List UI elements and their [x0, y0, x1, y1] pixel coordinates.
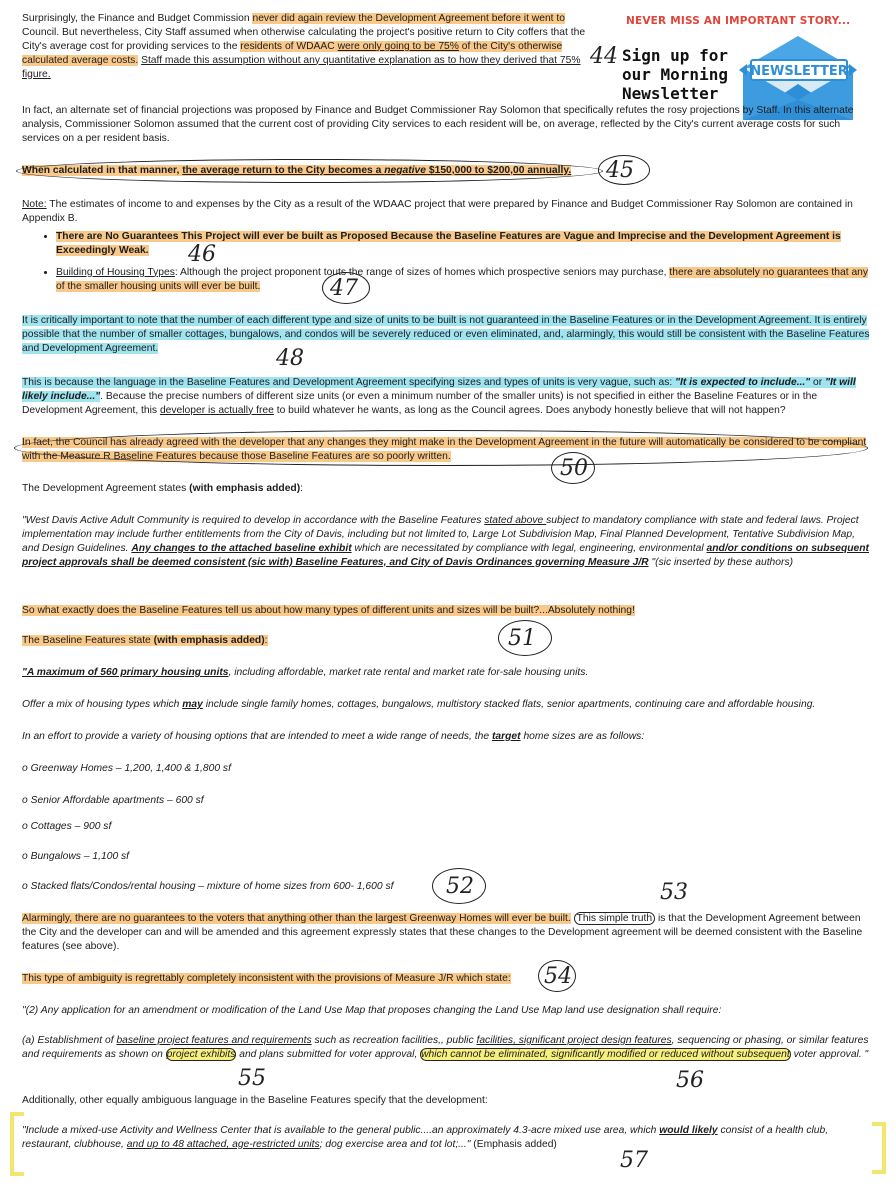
p11-emphasis: may	[182, 699, 203, 710]
p13-text: is that the Development Agreement between the City and the developer can and will be amended and this agreement expressly states that these changes to the Development agreement will be deemed consistent with the Baseline features (see above).	[22, 913, 863, 952]
p3-underlined: the average return to the City becomes a	[182, 165, 385, 176]
quote2-text-b: consist of a health club, restaurant, clubhouse,	[22, 1125, 829, 1150]
bullet-1-text: There are No Guarantees This Project will ever be built as Proposed Because the Baseline Features are Vague and Imprecise and the Development Agreement is Exceedingly Weak.	[56, 231, 841, 256]
p7-text: The Development Agreement states	[22, 483, 190, 494]
paragraph-agreement-states	[22, 482, 872, 496]
p9-bold: (with emphasis added)	[153, 635, 265, 646]
annotation-52: 52	[446, 874, 474, 899]
p5-underlined: developer is actually free	[159, 404, 274, 416]
paragraph-finance-commission	[22, 12, 596, 81]
annotation-circle	[598, 155, 650, 185]
p1-highlight-2: residents of WDAAC	[240, 40, 338, 52]
p1-highlight-1: never did again review the Development Agreement before it went to	[252, 13, 565, 24]
p14-highlight: This type of ambiguity is regrettably completely inconsistent with the provisions of Measure J/R which state:	[22, 973, 511, 984]
note-label: Note:	[22, 199, 47, 210]
p3-negative: negative	[384, 165, 426, 176]
quote2-text-a: "Include a mixed-use Activity and Wellness Center that is available to the general public....an approximately 4.3-acre mixed use area, which	[22, 1125, 660, 1136]
list-item: o Greenway Homes – 1,200, 1,400 & 1,800 sf	[22, 763, 231, 774]
p16-text-c: , sequencing or phasing, or similar features and requirements as shown on	[22, 1035, 869, 1060]
p16-text-d: and plans submitted for voter approval,	[236, 1048, 421, 1060]
p11-text-a: Offer a mix of housing types which	[22, 699, 183, 710]
list-item: o Stacked flats/Condos/rental housing – mixture of home sizes from 600- 1,600 sf	[22, 881, 394, 892]
p4-highlight: It is critically important to note that the number of each different type and size of units to be built is not guaranteed in the Baseline Features or in the Development Agreement. It is entirely possible that the number of smaller cottages, bungalows, and condos will be severely reduced or even eliminated, and, alarmingly, this would still be consistent with the Baseline Features and Development Agreement.	[22, 315, 870, 354]
quote1-text-a: "West Davis Active Adult Community is required to develop in accordance with the Baseline Features	[22, 515, 485, 526]
p1-underlined: Staff made this assumption without any quantitative explanation as to how they derived that 75% figure.	[22, 54, 581, 80]
paragraph-critically-important	[22, 314, 872, 356]
quote1-text-d: "(sic inserted by these authors)	[648, 556, 794, 568]
quote1-emphasis-2: and/or conditions on subsequent project approvals shall be deemed consistent (sic with) Baseline Features, and City of Davis Ordinances governing Measure J/R	[22, 542, 869, 568]
paragraph-alarmingly	[22, 912, 872, 954]
quote2-text-d: (Emphasis added)	[470, 1138, 557, 1150]
annotation-circle	[551, 452, 595, 484]
paragraph-ambiguity	[22, 972, 872, 986]
p16-text-e: voter approval. "	[790, 1048, 869, 1060]
paragraph-vague-language	[22, 376, 872, 418]
list-item: o Cottages – 900 sf	[22, 821, 112, 832]
p5-text-2: to build whatever he wants, as long as the Council agrees. Does anybody honestly believe that will not happen?	[273, 404, 786, 416]
p5-quote-1: "It is expected to include..."	[675, 377, 811, 388]
p1-text-b: Council. But nevertheless, City Staff assumed when otherwise calculating the project's positive return to City coffers that the City's average cost for providing services to the	[22, 26, 586, 52]
quote-activity-center	[22, 1124, 872, 1152]
annotation-47: 47	[330, 276, 358, 301]
p5-text: . Because the precise numbers of different size units (or even a minimum number of the smaller units) is not specified in either the Baseline Features or in the Development Agreement, this	[22, 390, 818, 416]
paragraph-baseline-requirements	[22, 1034, 872, 1062]
p12-text-a: In an effort to provide a variety of housing options that are intended to meet a wide range of needs, the	[22, 731, 492, 742]
annotation-45: 45	[606, 158, 634, 183]
p16-circled-clause: which cannot be eliminated, significantly modified or reduced without subsequent	[421, 1048, 790, 1060]
paragraph-target-sizes	[22, 730, 872, 744]
quote2-text-c: ; dog exercise area and tot lot;..."	[319, 1138, 471, 1150]
p16-circled-exhibits: project exhibits	[166, 1048, 236, 1060]
p5-highlight: This is because the language in the Baseline Features and Development Agreement specifying sizes and types of units is very vague, such as:	[22, 377, 676, 388]
p1-text-a: Surprisingly, the Finance and Budget Commission	[22, 13, 253, 24]
annotation-oval	[14, 430, 868, 466]
annotation-50: 50	[560, 456, 588, 481]
quote1-emphasis-1: Any changes to the attached baseline exhibit	[131, 542, 352, 554]
paragraph-note	[22, 198, 872, 226]
bullet-list	[40, 230, 872, 302]
paragraph-measure-jr: "(2) Any application for an amendment or modification of the Land Use Map that proposes changing the Land Use Map land use designation shall require:	[22, 1005, 722, 1016]
bullet-2-label: Building of Housing Types	[56, 266, 175, 278]
p13-circled: This simple truth	[574, 912, 656, 925]
p1-highlight-underline: were only going to be 75%	[337, 40, 459, 52]
list-item: o Senior Affordable apartments – 600 sf	[22, 795, 204, 806]
p16-underlined-1: baseline project features and requirements	[116, 1035, 312, 1046]
p16-underlined-2: facilities, significant project design features	[476, 1035, 672, 1046]
newsletter-icon-label: NEWSLETTER	[750, 64, 848, 79]
annotation-circle	[498, 620, 552, 656]
p3-text-a: When calculated in that manner,	[22, 165, 183, 176]
annotation-57: 57	[620, 1148, 648, 1173]
p10-text: , including affordable, market rate rental and market rate for-sale housing units.	[228, 667, 589, 678]
quote1-underlined: stated above	[484, 515, 547, 526]
p5-or: or	[810, 377, 826, 388]
p5-quote-2: "It will likely include..."	[22, 377, 856, 402]
annotation-46: 46	[188, 242, 216, 267]
p8-highlight: So what exactly does the Baseline Features tell us about how many types of different units and sizes will be built?...Absolutely nothing!	[22, 605, 635, 616]
annotation-53: 53	[660, 880, 688, 905]
annotation-circle	[538, 960, 576, 992]
list-item	[56, 230, 872, 258]
p1-highlight-3: of the City's otherwise calculated average costs.	[22, 40, 563, 66]
bullet-2-highlight: there are absolutely no guarantees that any of the smaller housing units will ever be built.	[56, 266, 869, 292]
paragraph-alternate-projections: In fact, an alternate set of financial projections was proposed by Finance and Budget Commissioner Ray Solomon that specifically refutes the rosy projections by Staff. In this alternate analysis, Commissioner Solomon assumed that the current cost of providing City services to each resident will be, on average, reflected by the City's current average costs for such services on a per resident basis.	[22, 105, 854, 144]
newsletter-signup-link[interactable]: Sign up for our Morning Newsletter	[622, 46, 728, 104]
bracket-left	[10, 1112, 24, 1176]
list-item	[56, 266, 872, 294]
p13-highlight: Alarmingly, there are no guarantees to the voters that anything other than the largest Greenway Homes will ever be built.	[22, 913, 571, 924]
note-text: The estimates of income to and expenses by the City as a result of the WDAAC project that were prepared by Finance and Budget Commissioner Ray Solomon are contained in Appendix B.	[22, 199, 853, 224]
quote1-text-c: which are necessitated by compliance with legal, engineering, environmental	[351, 542, 707, 554]
p9-text: The Baseline Features state	[22, 635, 154, 646]
p16-text-a: (a) Establishment of	[22, 1035, 117, 1046]
p3-amount: $150,000 to $200,00 annually.	[426, 165, 572, 176]
paragraph-max-units	[22, 666, 872, 680]
quote2-underlined: and up to 48 attached, age-restricted units	[126, 1138, 320, 1150]
annotation-54: 54	[544, 964, 572, 989]
paragraph-absolutely-nothing	[22, 604, 872, 618]
list-item: o Bungalows – 1,100 sf	[22, 851, 130, 862]
paragraph-housing-mix	[22, 698, 872, 712]
annotation-44: 44	[590, 44, 618, 69]
paragraph-additionally: Additionally, other equally ambiguous language in the Baseline Features specify that the development:	[22, 1095, 488, 1106]
annotation-51: 51	[508, 626, 536, 651]
annotation-48: 48	[276, 346, 304, 371]
p7-colon: :	[300, 483, 304, 494]
quote1-text-b: subject to mandatory compliance with state and federal laws. Project implementation may include further entitlements from the City of Davis, including but not limited to, Large Lot Subdivision Map, Final Planned Development, Tentative Subdivision Map, and Design Guidelines.	[22, 515, 859, 554]
p11-text-b: include single family homes, cottages, bungalows, multistory stacked flats, senior apartments, continuing care and affordable housing.	[202, 699, 816, 710]
annotation-56: 56	[676, 1068, 704, 1093]
promo-heading[interactable]: NEVER MISS AN IMPORTANT STORY...	[626, 15, 851, 27]
quote-development-agreement	[22, 514, 872, 570]
annotation-oval	[16, 159, 603, 183]
p7-bold: (with emphasis added)	[189, 483, 301, 494]
annotation-circle	[432, 868, 486, 904]
annotation-circle	[322, 272, 370, 304]
paragraph-baseline-state	[22, 634, 872, 648]
p6-highlight: In fact, the Council has already agreed with the developer that any changes they might make in the Development Agreement in the future will automatically be considered to be compliant with the Measure R Baseline Features because those Baseline Features are so poorly written.	[22, 437, 867, 462]
p9-colon: :	[264, 635, 268, 646]
p12-emphasis: target	[491, 731, 521, 742]
bracket-right	[872, 1122, 886, 1174]
quote2-emphasis: would likely	[659, 1125, 718, 1136]
p12-text-b: home sizes are as follows:	[520, 731, 645, 742]
bullet-2-text: : Although the project proponent touts the range of sizes of homes which prospective seniors may purchase,	[174, 266, 670, 278]
p10-emphasis: "A maximum of 560 primary housing units	[22, 667, 229, 678]
p16-text-b: such as recreation facilities,, public	[311, 1035, 477, 1046]
annotation-55: 55	[238, 1066, 266, 1091]
